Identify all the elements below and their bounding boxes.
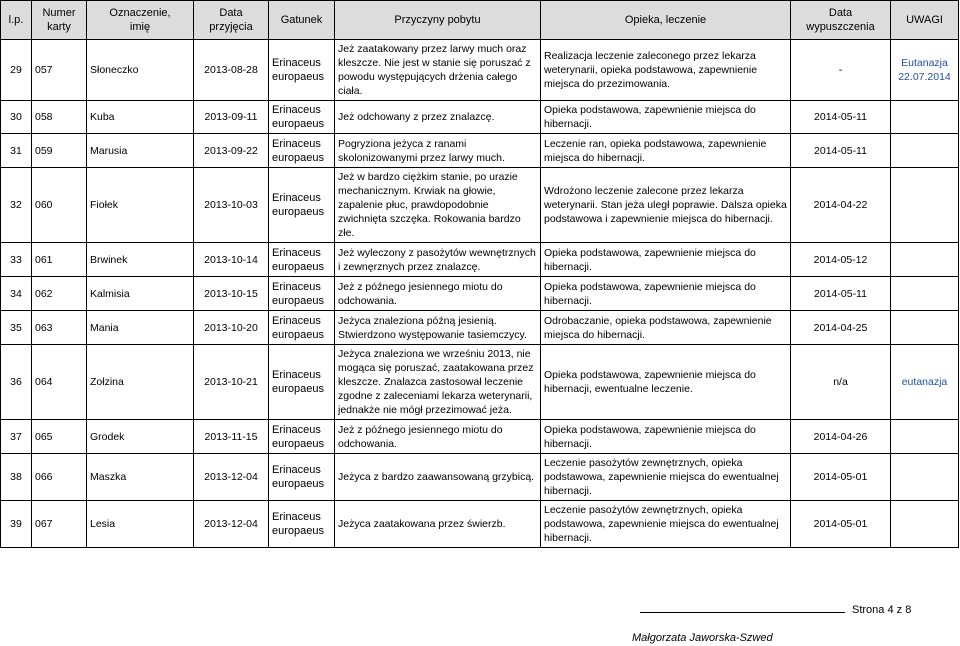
row-lp xyxy=(1,311,32,345)
species-epithet: europaeus xyxy=(272,294,324,307)
row-release-date-text: 2014-05-11 xyxy=(814,111,867,123)
species-genus: Erinaceus xyxy=(272,511,321,523)
row-admission-date-text: 2013-08-28 xyxy=(204,64,258,76)
row-care-text: Realizacja leczenie zaleconego przez lekarza weterynarii, opieka podstawowa, zapewnienie miejsca do przezimowania. xyxy=(544,50,758,90)
row-care xyxy=(541,134,791,168)
row-lp xyxy=(1,420,32,454)
row-care xyxy=(541,311,791,345)
row-care-text: Opieka podstawowa, zapewnienie miejsca do hibernacji. xyxy=(544,280,756,307)
row-cause xyxy=(335,420,541,454)
species-genus: Erinaceus xyxy=(272,246,321,259)
row-cause-text: Jeż zaatakowany przez larwy much oraz kleszcze. Nie jest w stanie się poruszać z powodu występujących drżenia całego ciała. xyxy=(338,43,531,97)
row-species xyxy=(269,101,335,134)
row-release-date-text: 2014-04-25 xyxy=(813,321,868,334)
row-lp xyxy=(1,277,32,311)
row-animal-name-text: Marusia xyxy=(90,144,128,157)
row-remarks xyxy=(891,243,959,277)
header-lp xyxy=(1,1,32,40)
row-lp-text: 31 xyxy=(10,144,22,157)
row-release-date xyxy=(791,277,891,311)
row-lp xyxy=(1,101,32,134)
species-genus: Erinaceus xyxy=(272,57,321,69)
species-genus: Erinaceus xyxy=(272,423,321,436)
row-cause xyxy=(335,345,541,420)
row-release-date xyxy=(791,101,891,134)
species-epithet: europaeus xyxy=(272,151,324,164)
row-care xyxy=(541,345,791,420)
row-release-date xyxy=(791,134,891,168)
header-care xyxy=(541,1,791,40)
row-care xyxy=(541,454,791,501)
row-admission-date-text: 2013-12-04 xyxy=(204,518,258,530)
row-lp-text: 38 xyxy=(10,471,22,483)
row-admission-date-text: 2013-10-15 xyxy=(204,287,258,300)
author-name: Małgorzata Jaworska-Szwed xyxy=(632,632,773,644)
row-care-text: Wdrożono leczenie zalecone przez lekarza weterynarii. Stan jeża uległ poprawie. Dalsza opieka podstawowa i zapewnienie miejsca do hibernacji. xyxy=(544,185,787,225)
row-card-number xyxy=(32,311,87,345)
row-admission-date xyxy=(194,345,269,420)
header-release-line1: Data xyxy=(828,7,853,19)
row-release-date-text: 2014-05-12 xyxy=(813,253,868,266)
row-release-date-text: 2014-05-11 xyxy=(814,144,867,157)
row-animal-name-text: Fiołek xyxy=(90,199,119,211)
row-lp xyxy=(1,134,32,168)
row-care-text: Opieka podstawowa, zapewnienie miejsca do hibernacji, ewentualne leczenie. xyxy=(544,369,756,395)
table-row xyxy=(1,501,959,548)
species-epithet: europaeus xyxy=(272,478,324,490)
species-genus: Erinaceus xyxy=(272,280,321,293)
row-cause xyxy=(335,243,541,277)
row-care-text: Odrobaczanie, opieka podstawowa, zapewnienie miejsca do hibernacji. xyxy=(544,314,772,341)
row-animal-name-text: Kuba xyxy=(90,111,115,123)
row-lp-text: 33 xyxy=(10,253,22,266)
row-care xyxy=(541,243,791,277)
species-genus: Erinaceus xyxy=(272,369,321,381)
species-epithet: europaeus xyxy=(272,260,324,273)
header-admission-label: Data przyjęcia xyxy=(209,7,253,33)
species-epithet: europaeus xyxy=(272,328,324,341)
table-body xyxy=(1,40,959,548)
table-row xyxy=(1,345,959,420)
row-lp-text: 30 xyxy=(10,111,22,123)
species-genus: Erinaceus xyxy=(272,314,321,327)
row-lp-text: 29 xyxy=(10,64,22,76)
row-species xyxy=(269,454,335,501)
row-remarks xyxy=(891,101,959,134)
row-care xyxy=(541,420,791,454)
row-release-date xyxy=(791,420,891,454)
row-card-number xyxy=(32,420,87,454)
row-remarks-text: Eutanazja 22.07.2014 xyxy=(898,57,951,83)
row-admission-date xyxy=(194,101,269,134)
header-admission xyxy=(194,1,269,40)
row-species xyxy=(269,420,335,454)
row-remarks xyxy=(891,277,959,311)
row-remarks xyxy=(891,454,959,501)
row-lp xyxy=(1,501,32,548)
footer-divider xyxy=(640,612,845,613)
header-species-label: Gatunek xyxy=(280,14,323,26)
row-lp xyxy=(1,345,32,420)
row-card-number-text: 065 xyxy=(35,430,53,443)
row-cause-text: Jeż z późnego jesiennego miotu do odchowania. xyxy=(338,423,503,450)
row-lp-text: 34 xyxy=(10,287,22,300)
row-animal-name xyxy=(87,501,194,548)
species-genus: Erinaceus xyxy=(272,464,321,476)
row-cause-text: Jeż wyleczony z pasożytów wewnętrznych i zewnęrznych przez znalazcę. xyxy=(338,246,536,273)
row-release-date xyxy=(791,40,891,101)
header-name-line2: imię xyxy=(129,21,151,33)
table-row xyxy=(1,311,959,345)
row-lp xyxy=(1,40,32,101)
row-cause-text: Jeżyca znaleziona we wrześniu 2013, nie mogąca się poruszać, zaatakowana przez kleszcze. Znalazca zastosował leczenie zgodne z zaleceniami lekarza weterynarii, jednakże nie mógł przezimować jeża. xyxy=(338,348,534,416)
header-species xyxy=(269,1,335,40)
header-number-line2: karty xyxy=(47,21,71,33)
row-cause xyxy=(335,277,541,311)
row-card-number-text: 059 xyxy=(35,144,53,157)
row-care-text: Opieka podstawowa, zapewnienie miejsca do hibernacji. xyxy=(544,246,756,273)
page-number: Strona 4 z 8 xyxy=(852,604,912,616)
row-card-number-text: 067 xyxy=(35,518,53,530)
header-care-label: Opieka, leczenie xyxy=(624,14,707,26)
row-admission-date-text: 2013-09-11 xyxy=(204,111,258,123)
row-release-date-text: n/a xyxy=(833,376,848,388)
row-admission-date xyxy=(194,243,269,277)
row-care-text: Leczenie ran, opieka podstawowa, zapewnienie miejsca do hibernacji. xyxy=(544,137,767,164)
header-lp-label: l.p. xyxy=(8,14,24,26)
row-species xyxy=(269,168,335,243)
row-cause xyxy=(335,454,541,501)
row-animal-name xyxy=(87,134,194,168)
species-genus: Erinaceus xyxy=(272,192,321,204)
row-card-number-text: 066 xyxy=(35,471,53,483)
row-lp xyxy=(1,454,32,501)
species-genus: Erinaceus xyxy=(272,137,321,150)
row-care xyxy=(541,40,791,101)
row-card-number-text: 057 xyxy=(35,64,53,76)
row-care-text: Leczenie pasożytów zewnętrznych, opieka podstawowa, zapewnienie miejsca do ewentualnej hibernacji. xyxy=(544,504,779,544)
row-release-date xyxy=(791,345,891,420)
row-species xyxy=(269,134,335,168)
row-card-number-text: 060 xyxy=(35,199,53,211)
row-remarks xyxy=(891,40,959,101)
header-remarks xyxy=(891,1,959,40)
row-admission-date xyxy=(194,134,269,168)
row-cause xyxy=(335,101,541,134)
row-card-number xyxy=(32,40,87,101)
row-admission-date xyxy=(194,311,269,345)
row-remarks-text: eutanazja xyxy=(901,376,948,388)
row-admission-date xyxy=(194,40,269,101)
row-card-number xyxy=(32,101,87,134)
row-lp-text: 37 xyxy=(10,430,22,443)
row-admission-date xyxy=(194,454,269,501)
row-animal-name xyxy=(87,311,194,345)
row-admission-date xyxy=(194,168,269,243)
row-species xyxy=(269,277,335,311)
row-card-number-text: 062 xyxy=(35,287,53,300)
row-release-date xyxy=(791,168,891,243)
row-species xyxy=(269,501,335,548)
species-epithet: europaeus xyxy=(272,118,324,130)
row-species xyxy=(269,345,335,420)
row-cause-text: Jeż w bardzo ciężkim stanie, po urazie mechanicznym. Krwiak na głowie, zapalenie płuc, prawdopodobnie zwichnięta szczęka. Rokowania bardzo złe. xyxy=(338,171,521,239)
row-cause-text: Jeżyca znaleziona późną jesienią. Stwierdzono występowanie tasiemczycy. xyxy=(338,314,527,341)
header-release-line2: wypuszczenia xyxy=(806,21,875,33)
row-card-number-text: 061 xyxy=(35,253,53,266)
header-name-line1: Oznaczenie, xyxy=(109,7,171,19)
row-remarks xyxy=(891,501,959,548)
table-row xyxy=(1,420,959,454)
row-animal-name-text: Zołzina xyxy=(90,376,124,388)
header-number xyxy=(32,1,87,40)
header-release xyxy=(791,1,891,40)
row-remarks xyxy=(891,345,959,420)
row-cause-text: Pogryziona jeżyca z ranami skolonizowanymi przez larwy much. xyxy=(338,137,505,164)
row-species xyxy=(269,40,335,101)
row-cause xyxy=(335,134,541,168)
row-card-number xyxy=(32,454,87,501)
row-animal-name-text: Brwinek xyxy=(90,253,128,266)
row-admission-date-text: 2013-12-04 xyxy=(204,471,258,483)
row-release-date xyxy=(791,454,891,501)
row-card-number-text: 058 xyxy=(35,111,53,123)
row-lp-text: 32 xyxy=(10,199,22,211)
row-admission-date-text: 2013-09-22 xyxy=(204,144,258,157)
row-care xyxy=(541,168,791,243)
row-admission-date-text: 2013-11-15 xyxy=(204,430,258,443)
row-admission-date-text: 2013-10-20 xyxy=(204,321,258,334)
table-row xyxy=(1,277,959,311)
row-animal-name-text: Słoneczko xyxy=(90,64,139,76)
row-animal-name xyxy=(87,420,194,454)
row-remarks xyxy=(891,134,959,168)
row-remarks xyxy=(891,420,959,454)
row-card-number xyxy=(32,134,87,168)
row-admission-date xyxy=(194,420,269,454)
row-animal-name-text: Mania xyxy=(90,321,119,334)
header-number-line1: Numer xyxy=(42,7,76,19)
row-card-number xyxy=(32,168,87,243)
row-admission-date-text: 2013-10-14 xyxy=(204,253,258,266)
species-epithet: europaeus xyxy=(272,383,324,395)
header-causes-label: Przyczyny pobytu xyxy=(394,14,481,26)
table-row xyxy=(1,168,959,243)
row-animal-name-text: Grodek xyxy=(90,430,125,443)
row-cause-text: Jeżyca zaatakowana przez świerzb. xyxy=(338,518,506,530)
row-cause xyxy=(335,311,541,345)
row-care-text: Opieka podstawowa, zapewnienie miejsca do hibernacji. xyxy=(544,423,756,450)
row-care xyxy=(541,277,791,311)
row-release-date-text: - xyxy=(838,64,843,76)
row-cause xyxy=(335,168,541,243)
row-animal-name xyxy=(87,454,194,501)
row-care xyxy=(541,101,791,134)
row-release-date-text: 2014-04-22 xyxy=(813,199,868,211)
row-card-number-text: 064 xyxy=(35,376,53,388)
row-animal-name xyxy=(87,345,194,420)
row-animal-name xyxy=(87,40,194,101)
row-animal-name-text: Maszka xyxy=(90,471,127,483)
row-card-number xyxy=(32,345,87,420)
row-cause xyxy=(335,40,541,101)
species-genus: Erinaceus xyxy=(272,104,321,116)
row-care-text: Leczenie pasożytów zewnętrznych, opieka podstawowa, zapewnienie miejsca do ewentualnej hibernacji. xyxy=(544,457,779,497)
row-release-date xyxy=(791,501,891,548)
row-remarks xyxy=(891,311,959,345)
row-animal-name-text: Lesia xyxy=(90,518,116,530)
species-epithet: europaeus xyxy=(272,437,324,450)
row-species xyxy=(269,243,335,277)
row-release-date-text: 2014-04-26 xyxy=(813,430,868,443)
table-header-row xyxy=(1,1,959,40)
table-row xyxy=(1,101,959,134)
row-lp-text: 35 xyxy=(10,321,22,334)
row-species xyxy=(269,311,335,345)
table-row xyxy=(1,243,959,277)
row-cause-text: Jeżyca z bardzo zaawansowaną grzybicą. xyxy=(338,471,535,483)
table-row xyxy=(1,40,959,101)
row-card-number xyxy=(32,243,87,277)
row-animal-name xyxy=(87,243,194,277)
row-card-number-text: 063 xyxy=(35,321,53,334)
header-causes xyxy=(335,1,541,40)
species-epithet: europaeus xyxy=(272,71,324,83)
species-epithet: europaeus xyxy=(272,206,324,218)
table-row xyxy=(1,454,959,501)
row-release-date xyxy=(791,311,891,345)
species-epithet: europaeus xyxy=(272,525,324,537)
row-admission-date xyxy=(194,501,269,548)
table-row xyxy=(1,134,959,168)
row-admission-date-text: 2013-10-03 xyxy=(204,199,258,211)
row-release-date xyxy=(791,243,891,277)
row-card-number xyxy=(32,501,87,548)
row-lp xyxy=(1,243,32,277)
row-animal-name xyxy=(87,101,194,134)
row-lp xyxy=(1,168,32,243)
row-release-date-text: 2014-05-01 xyxy=(813,471,868,483)
row-animal-name xyxy=(87,168,194,243)
row-cause-text: Jeż z późnego jesiennego miotu do odchowania. xyxy=(338,280,503,307)
row-release-date-text: 2014-05-11 xyxy=(814,287,867,300)
row-care xyxy=(541,501,791,548)
row-remarks xyxy=(891,168,959,243)
header-remarks-label: UWAGI xyxy=(906,14,943,26)
row-care-text: Opieka podstawowa, zapewnienie miejsca do hibernacji. xyxy=(544,104,756,130)
row-lp-text: 36 xyxy=(10,376,22,388)
row-animal-name-text: Kalmisia xyxy=(90,287,130,300)
row-animal-name xyxy=(87,277,194,311)
row-release-date-text: 2014-05-01 xyxy=(813,518,868,530)
row-admission-date-text: 2013-10-21 xyxy=(204,376,258,388)
row-cause xyxy=(335,501,541,548)
row-card-number xyxy=(32,277,87,311)
header-name xyxy=(87,1,194,40)
row-admission-date xyxy=(194,277,269,311)
row-cause-text: Jeż odchowany z przez znalazcę. xyxy=(338,111,495,123)
row-lp-text: 39 xyxy=(10,518,22,530)
